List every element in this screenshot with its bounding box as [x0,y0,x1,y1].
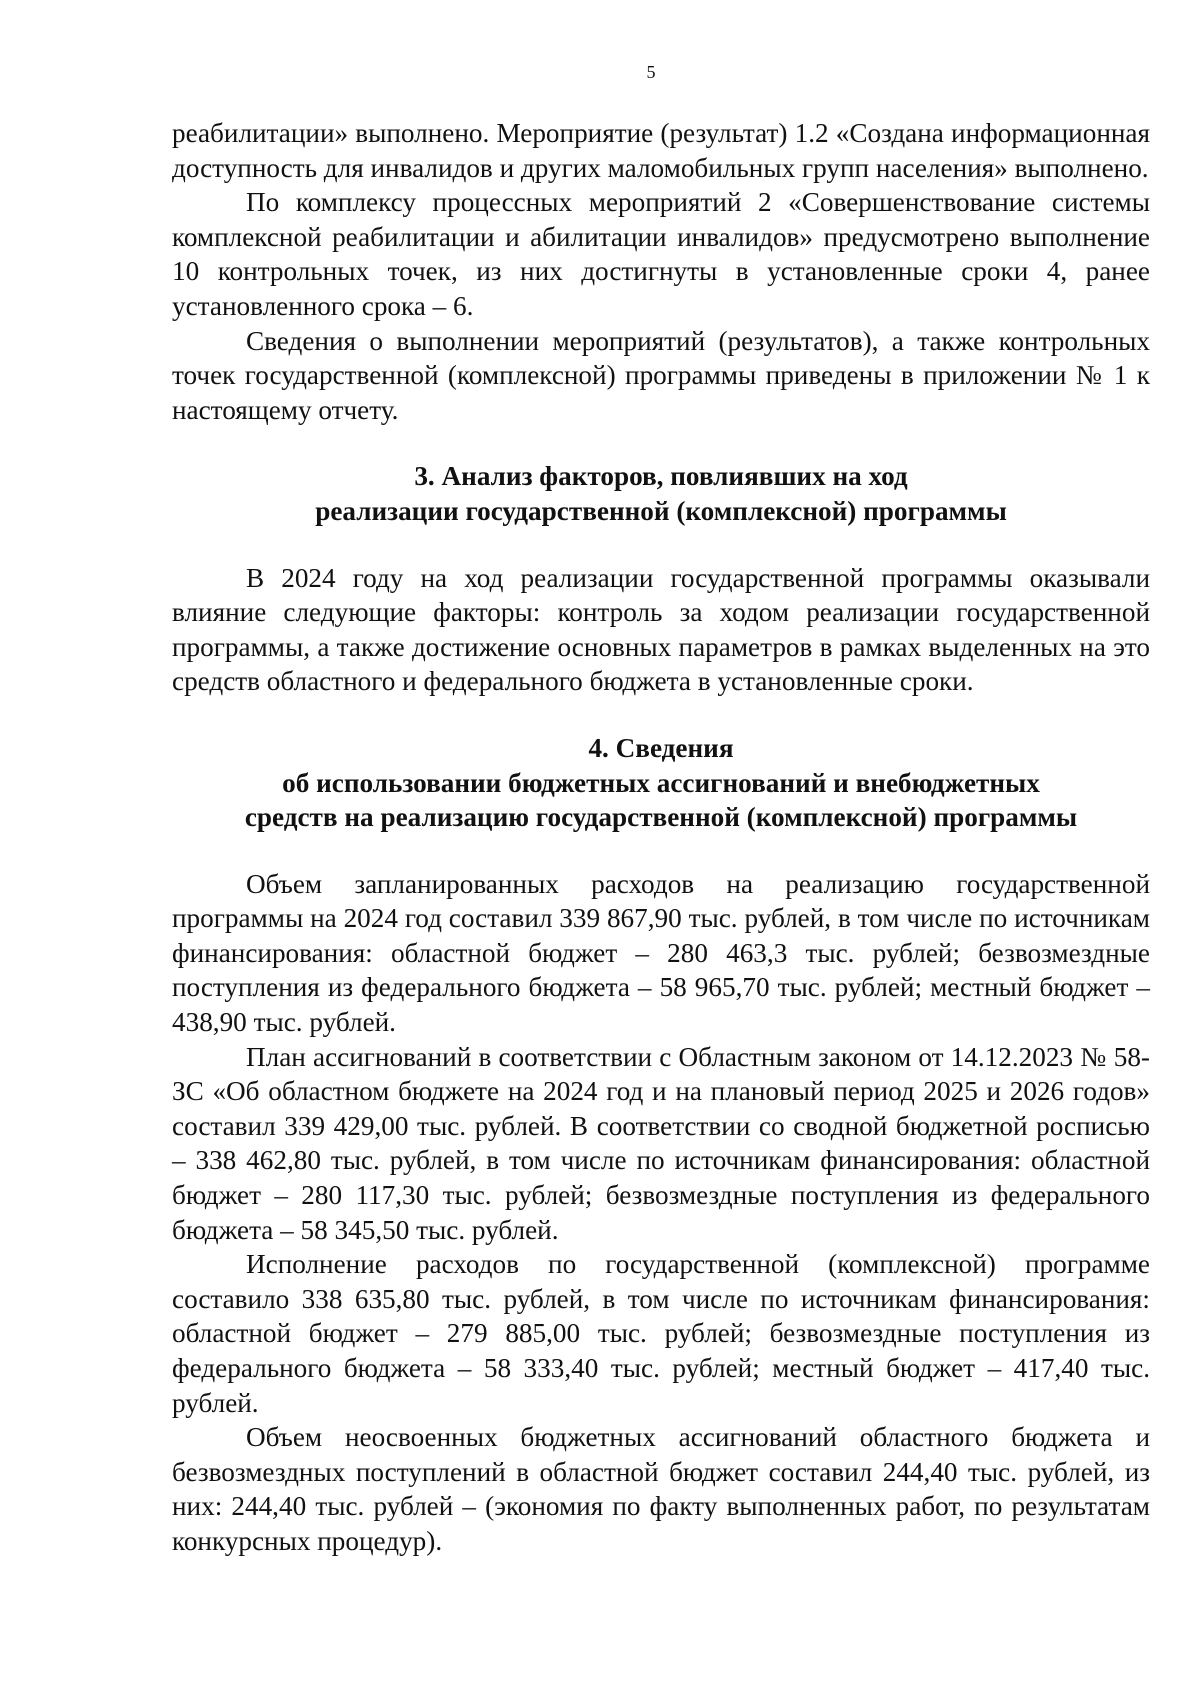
paragraph-expense-execution: Исполнение расходов по государственной (комплексной) программе составило 338 635,80 тыс. рублей, в том числе по источникам финансирования: областной бюджет – 279 885,00 тыс. рублей; безвозмездные поступления из федерального бюджета – 58 333,40 тыс. рублей; местный бюджет – 417,40 тыс. рублей. [172,1249,1150,1418]
section-3-heading-line-2: реализации государственной (комплексной) программы [315,495,1007,526]
document-page [172,60,1150,1559]
paragraph-allocation-plan: План ассигнований в соответствии с Областным законом от 14.12.2023 № 58-ЗС «Об областном бюджете на 2024 год и на плановый период 2025 и 2026 годов» составил 339 429,00 тыс. рублей. В соответствии со сводной бюджетной росписью – 338 462,80 тыс. рублей, в том числе по источникам финансирования: областной бюджет – 280 117,30 тыс. рублей; безвозмездные поступления из федерального бюджета – 58 345,50 тыс. рублей. [172,1041,1150,1245]
spacer [172,529,1150,561]
section-4-heading-line-1: 4. Сведения [588,732,734,763]
section-3-heading-line-1: 3. Анализ факторов, повлиявших на ход [414,461,908,492]
paragraph-rehabilitation-result: реабилитации» выполнено. Мероприятие (результат) 1.2 «Создана информационная доступность для инвалидов и других маломобильных групп населения» выполнено. [172,118,1150,183]
spacer [172,427,1150,459]
section-4-heading-line-3: средств на реализацию государственной (комплексной) программы [244,802,1078,833]
spacer [172,699,1150,731]
paragraph-appendix-reference: Сведения о выполнении мероприятий (результатов), а также контрольных точек государственной (комплексной) программы приведены в приложении № 1 к настоящему отчету. [172,325,1150,425]
paragraph-unused-allocations: Объем неосвоенных бюджетных ассигнований областного бюджета и безвозмездных поступлений в областной бюджет составил 244,40 тыс. рублей, из них: 244,40 тыс. рублей – (экономия по факту выполненных работ, по результатам конкурсных процедур). [172,1422,1150,1556]
paragraph-planned-expenses: Объем запланированных расходов на реализацию государственной программы на 2024 год составил 339 867,90 тыс. рублей, в том числе по источникам финансирования: областной бюджет – 280 463,3 тыс. рублей; безвозмездные поступления из федерального бюджета – 58 965,70 тыс. рублей; местный бюджет – 438,90 тыс. рублей. [172,868,1150,1038]
paragraph-factors: В 2024 году на ход реализации государственной программы оказывали влияние следующие факторы: контроль за ходом реализации государственной программы, а также достижение основных параметров в рамках выделенных на это средств областного и федерального бюджета в установленные сроки. [172,562,1150,697]
section-4-heading [172,731,1150,835]
page-number: 5 [646,62,656,82]
paragraph-process-measures: По комплексу процессных мероприятий 2 «Совершенствование системы комплексной реабилитации и абилитации инвалидов» предусмотрено выполнение 10 контрольных точек, из них достигнуты в установленные сроки 4, ранее установленного срока – 6. [172,187,1150,321]
section-4-heading-line-2: об использовании бюджетных ассигнований и внебюджетных [282,767,1040,798]
spacer [172,835,1150,867]
section-3-heading [172,459,1150,528]
